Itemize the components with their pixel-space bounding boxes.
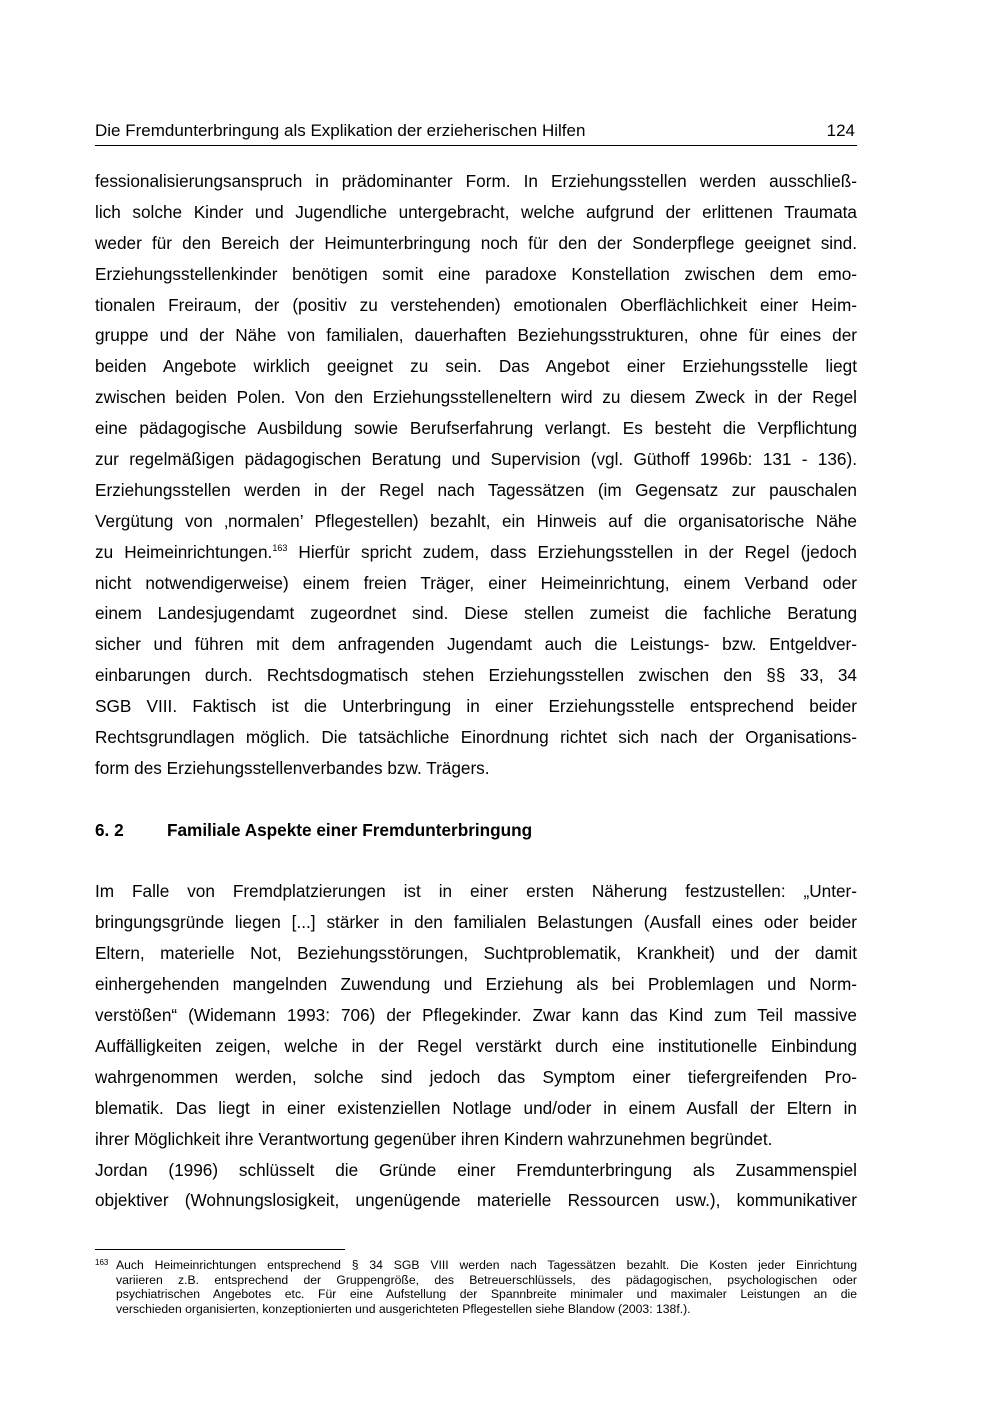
text-segment: Hierfür spricht zudem, dass Erziehungsstellen in der Regel (jedoch (287, 541, 857, 562)
text-line: beiden Angebote wirklich geeignet zu sein. Das Angebot einer Erziehungsstelle liegt (95, 356, 857, 377)
text-line: form des Erziehungsstellenverbandes bzw. Trägers. (95, 757, 490, 778)
footnote (95, 1258, 857, 1317)
text-line: fessionalisierungsanspruch in prädominanter Form. In Erziehungsstellen werden ausschließ- (95, 171, 857, 191)
spacer (95, 846, 857, 877)
footnote-text: Auch Heimeinrichtungen entsprechend § 34 SGB VIII werden nach Tagessätzen bezahlt. Die Kosten jeder Einrichtung (116, 1258, 857, 1272)
footnote-separator (95, 1249, 345, 1250)
footnote-line (95, 1258, 857, 1273)
paragraph-2 (95, 876, 857, 1154)
text-line: einbarungen durch. Rechtsdogmatisch stehen Erziehungsstellen zwischen den §§ 33, 34 (95, 665, 857, 686)
section-title: Familiale Aspekte einer Fremdunterbringung (167, 819, 533, 840)
text-line: SGB VIII. Faktisch ist die Unterbringung in einer Erziehungsstelle entsprechend beider (95, 696, 857, 717)
text-line: verstößen“ (Widemann 1993: 706) der Pflegekinder. Zwar kann das Kind zum Teil massive (95, 1005, 857, 1026)
text-line: Erziehungsstellen werden in der Regel nach Tagessätzen (im Gegensatz zur pauschalen (95, 479, 857, 500)
text-line: objektiver (Wohnungslosigkeit, ungenügende materielle Ressourcen usw.), kommunikativer (95, 1190, 857, 1211)
text-line: einem Landesjugendamt zugeordnet sind. Diese stellen zumeist die fachliche Beratung (95, 603, 857, 624)
text-line: eine pädagogische Ausbildung sowie Berufserfahrung verlangt. Es besteht die Verpflichtung (95, 418, 857, 439)
footnote-line: psychiatrischen Angebotes etc. Für eine Aufstellung der Spannbreite minimaler und maximaler Leistungen an die (116, 1287, 857, 1302)
text-line: ihrer Möglichkeit ihre Verantwortung gegenüber ihren Kindern wahrzunehmen begründet. (95, 1128, 773, 1149)
text-line-with-footnote-ref (95, 537, 857, 568)
text-line: Rechtsgrundlagen möglich. Die tatsächliche Einordnung richtet sich nach der Organisations- (95, 727, 857, 748)
text-line: wahrgenommen werden, solche sind jedoch das Symptom einer tiefergreifenden Pro- (95, 1066, 857, 1087)
text-line: lich solche Kinder und Jugendliche untergebracht, welche aufgrund der erlittenen Traumata (95, 201, 857, 222)
footnote-reference[interactable]: 163 (272, 542, 288, 553)
text-line: sicher und führen mit dem anfragenden Jugendamt auch die Leistungs- bzw. Entgeldver- (95, 634, 857, 655)
section-number: 6. 2 (95, 819, 124, 840)
running-header (95, 121, 857, 146)
header-title: Die Fremdunterbringung als Explikation der erzieherischen Hilfen (95, 121, 586, 140)
text-line: Eltern, materielle Not, Beziehungsstörungen, Suchtproblematik, Krankheit) und der damit (95, 943, 857, 964)
text-line: Erziehungsstellenkinder benötigen somit eine paradoxe Konstellation zwischen dem emo- (95, 263, 857, 284)
body-text (95, 166, 857, 1216)
text-line: blematik. Das liegt in einer existenziellen Notlage und/oder in einem Ausfall der Eltern in (95, 1097, 857, 1118)
text-line: gruppe und der Nähe von familialen, dauerhaften Beziehungsstrukturen, ohne für eines der (95, 325, 857, 346)
footnote-line: variieren z.B. entsprechend der Gruppengröße, des Betreuerschlüssels, des pädagogischen, psychologischen oder (116, 1272, 857, 1287)
page-number: 124 (826, 121, 855, 140)
text-line: bringungsgründe liegen [...] stärker in den familialen Belastungen (Ausfall eines oder beider (95, 912, 857, 933)
text-line: Jordan (1996) schlüsselt die Gründe einer Fremdunterbringung als Zusammenspiel (95, 1159, 857, 1180)
text-line: Auffälligkeiten zeigen, welche in der Regel verstärkt durch eine institutionelle Einbindung (95, 1035, 857, 1056)
text-line: Vergütung von ‚normalen’ Pflegestellen) bezahlt, ein Hinweis auf die organisatorische Nähe (95, 510, 857, 531)
text-line: zur regelmäßigen pädagogischen Beratung und Supervision (vgl. Güthoff 1996b: 131 - 136). (95, 449, 857, 470)
section-heading (95, 815, 857, 846)
text-line: tionalen Freiraum, der (positiv zu verstehenden) emotionalen Oberflächlichkeit einer Heim- (95, 294, 857, 315)
spacer (95, 784, 857, 815)
footnote-mark: 163 (95, 1258, 109, 1267)
text-line: Im Falle von Fremdplatzierungen ist in einer ersten Näherung festzustellen: „Unter- (95, 881, 857, 902)
text-line: weder für den Bereich der Heimunterbringung noch für den der Sonderpflege geeignet sind. (95, 232, 857, 253)
paragraph-3 (95, 1155, 857, 1217)
text-segment: zu Heimeinrichtungen. (95, 541, 273, 562)
paragraph-1 (95, 166, 857, 784)
text-line: zwischen beiden Polen. Von den Erziehungsstelleneltern wird zu diesem Zweck in der Regel (95, 387, 857, 408)
text-line: einhergehenden mangelnden Zuwendung und Erziehung als bei Problemlagen und Norm- (95, 974, 857, 995)
text-line: nicht notwendigerweise) einem freien Träger, einer Heimeinrichtung, einem Verband oder (95, 572, 857, 593)
footnote-line: verschieden organisierten, konzeptionierten und ausgerichteten Pflegestellen siehe Blandow (2003: 138f.). (116, 1302, 691, 1317)
